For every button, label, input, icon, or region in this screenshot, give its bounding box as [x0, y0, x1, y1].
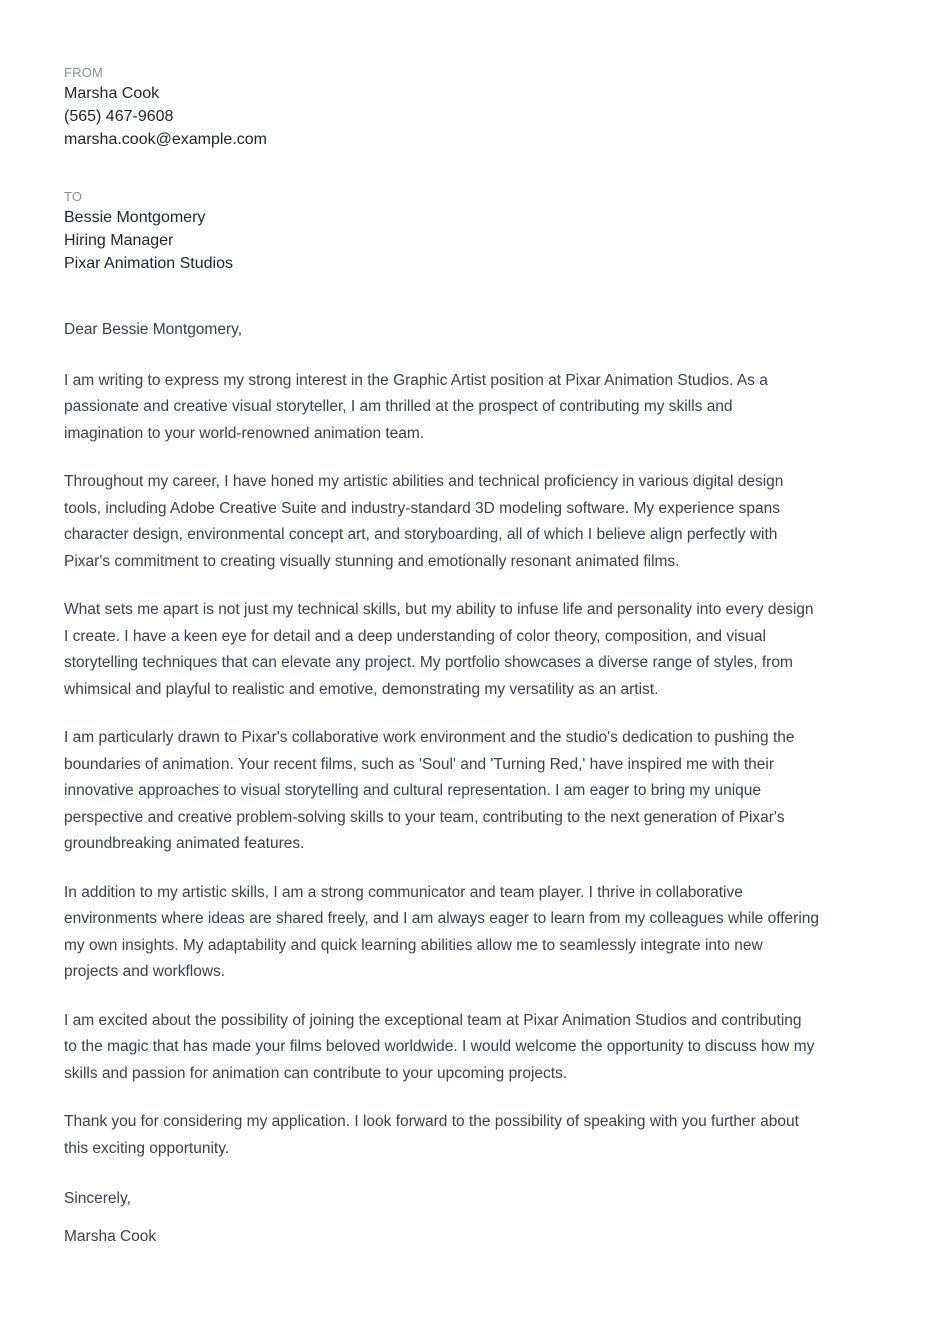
sender-label: FROM: [64, 65, 104, 80]
letter-paragraph: In addition to my artistic skills, I am a strong communicator and team player. I thrive in collaborative environments where ideas are shared freely, and I am always eager to learn from my colleagues while offering my own insights. My adaptability and quick learning abilities allow me to seamlessly integrate into new projects and workflows.: [64, 883, 820, 980]
letter-paragraph: I am particularly drawn to Pixar's collaborative work environment and the studio's dedication to pushing the boundaries of animation. Your recent films, such as 'Soul' and 'Turning Red,' have inspired me with their innovative approaches to visual storytelling and cultural representation. I am eager to bring my unique perspective and creative problem-solving skills to your team, contributing to the next generation of Pixar's groundbreaking animated features.: [64, 729, 795, 852]
letter-paragraph: What sets me apart is not just my technical skills, but my ability to infuse life and personality into every design I create. I have a keen eye for detail and a deep understanding of color theory, composition, and visual storytelling techniques that can elevate any project. My portfolio showcases a diverse range of styles, from whimsical and playful to realistic and emotive, demonstrating my versatility as an artist.: [64, 601, 814, 698]
sender-block: [64, 64, 894, 151]
cover-letter: [64, 64, 894, 1250]
letter-closing: Sincerely,: [64, 1190, 131, 1207]
letter-paragraph: I am writing to express my strong interest in the Graphic Artist position at Pixar Animation Studios. As a passionate and creative visual storyteller, I am thrilled at the prospect of contributing my skills and imagination to your world-renowned animation team.: [64, 371, 768, 442]
sender-name: Marsha Cook: [64, 85, 160, 102]
recipient-title: Hiring Manager: [64, 232, 174, 249]
letter-greeting: Dear Bessie Montgomery,: [64, 321, 243, 338]
recipient-company: Pixar Animation Studios: [64, 255, 233, 272]
recipient-label: TO: [64, 189, 83, 204]
recipient-name: Bessie Montgomery: [64, 209, 206, 226]
recipient-block: [64, 188, 894, 275]
sender-phone: (565) 467-9608: [64, 108, 174, 125]
letter-signature: Marsha Cook: [64, 1227, 157, 1245]
letter-paragraph: Throughout my career, I have honed my artistic abilities and technical proficiency in various digital design tools, including Adobe Creative Suite and industry-standard 3D modeling software. My experience spans character design, environmental concept art, and storyboarding, all of which I believe align perfectly with Pixar's commitment to creating visually stunning and emotionally resonant animated films.: [64, 473, 784, 570]
sender-email: marsha.cook@example.com: [64, 131, 267, 148]
letter-paragraph: Thank you for considering my application. I look forward to the possibility of speaking with you further about this exciting opportunity.: [64, 1113, 799, 1157]
letter-paragraph: I am excited about the possibility of joining the exceptional team at Pixar Animation Studios and contributing to the magic that has made your films beloved worldwide. I would welcome the opportunity to discuss how my skills and passion for animation can contribute to your upcoming projects.: [64, 1011, 815, 1082]
